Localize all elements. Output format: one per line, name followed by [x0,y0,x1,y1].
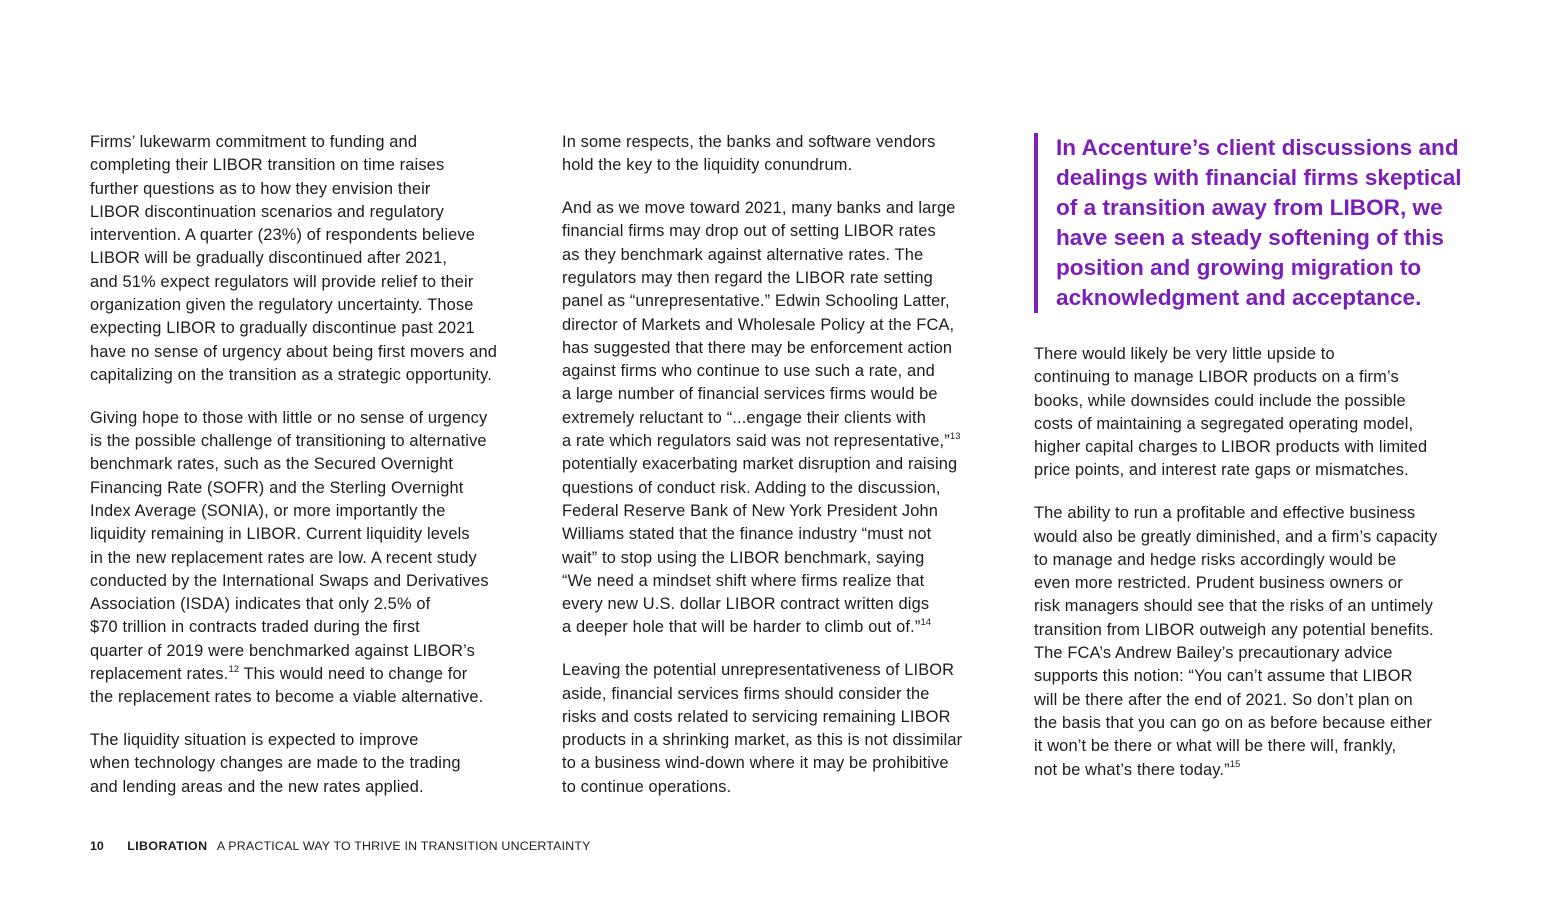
text-segment: a rate which regulators said was not representative,” [562,432,950,451]
pull-quote-line: dealings with financial firms skeptical [1056,165,1462,190]
text-line: And as we move toward 2021, many banks and large [562,199,956,218]
text-line: costs of maintaining a segregated operating model, [1034,414,1414,433]
text-line: There would likely be very little upside to [1034,345,1335,363]
text-line: $70 trillion in contracts traded during the first [90,618,420,637]
text-line: price points, and interest rate gaps or mismatches. [1034,461,1409,480]
text-line: and lending areas and the new rates applied. [90,777,424,796]
text-line: a large number of financial services firms would be [562,385,938,404]
text-line: The liquidity situation is expected to improve [90,731,419,750]
text-line [90,663,540,686]
text-line: the replacement rates to become a viable alternative. [90,688,484,707]
pull-quote-line: acknowledgment and acceptance. [1056,285,1422,310]
text-segment: a deeper hole that will be harder to climb out of.” [562,618,921,637]
body-column-2 [562,131,1007,819]
text-line: risk managers should see that the risks of an untimely [1034,597,1433,616]
pull-quote-line: In Accenture’s client discussions and [1056,135,1459,160]
text-line: Association (ISDA) indicates that only 2.5% of [90,595,431,614]
text-line: continuing to manage LIBOR products on a firm’s [1034,368,1399,387]
text-line: hold the key to the liquidity conundrum. [562,156,853,175]
text-segment: not be what’s there today.” [1034,760,1230,779]
text-line: have no sense of urgency about being first movers and [90,342,498,361]
pull-quote-line: of a transition away from LIBOR, we [1056,195,1443,220]
text-line: extremely reluctant to “...engage their clients with [562,408,927,427]
text-line: to a business wind-down where it may be prohibitive [562,754,949,773]
text-line: to manage and hedge risks accordingly would be [1034,550,1397,569]
body-column-3 [1034,131,1494,801]
text-line: The FCA’s Andrew Bailey’s precautionary advice [1034,644,1393,663]
text-line [562,430,1007,453]
text-line: panel as “unrepresentative.” Edwin Schooling Latter, [562,292,950,311]
footnote-ref-13[interactable]: 13 [949,430,961,442]
text-line: and 51% expect regulators will provide relief to their [90,272,474,291]
text-line: completing their LIBOR transition on time raises [90,156,445,175]
footnote-ref-15[interactable]: 15 [1229,759,1241,771]
text-line: has suggested that there may be enforcement action [562,338,953,357]
text-segment: replacement rates. [90,665,229,684]
footnote-ref-12[interactable]: 12 [228,663,240,675]
publication-tagline: A PRACTICAL WAY TO THRIVE IN TRANSITION UNCERTAINTY [216,839,591,853]
text-line: benchmark rates, such as the Secured Overnight [90,455,454,474]
text-line: to continue operations. [562,777,732,796]
text-line: books, while downsides could include the possible [1034,391,1406,410]
text-line: Leaving the potential unrepresentativeness of LIBOR [562,661,955,680]
publication-brand: LIBORATION [127,839,208,853]
text-line: financial firms may drop out of setting LIBOR rates [562,222,936,241]
column-3-body [1034,343,1494,782]
text-line: In some respects, the banks and software vendors [562,133,936,151]
paragraph [562,659,1007,799]
footnote-ref-14[interactable]: 14 [920,616,932,628]
text-line: when technology changes are made to the trading [90,754,461,773]
text-line: Firms’ lukewarm commitment to funding and [90,133,418,151]
text-line: risks and costs related to servicing remaining LIBOR [562,707,951,726]
text-line: intervention. A quarter (23%) of respondents believe [90,226,476,245]
text-line: regulators may then regard the LIBOR rate setting [562,268,933,287]
paragraph [90,729,540,799]
text-line: LIBOR will be gradually discontinued after 2021, [90,249,448,268]
text-line: aside, financial services firms should consider the [562,684,930,703]
paragraph [1034,502,1494,782]
pull-quote-line: position and growing migration to [1056,255,1422,280]
text-line: Index Average (SONIA), or more importantly the [90,501,446,520]
text-line [562,616,1007,639]
text-line: Giving hope to those with little or no sense of urgency [90,408,488,427]
text-line: Financing Rate (SOFR) and the Sterling Overnight [90,478,464,497]
text-line: conducted by the International Swaps and Derivatives [90,571,489,590]
text-line: will be there after the end of 2021. So don’t plan on [1034,690,1413,709]
text-line: liquidity remaining in LIBOR. Current liquidity levels [90,525,470,544]
text-line: it won’t be there or what will be there will, frankly, [1034,737,1397,756]
text-line: organization given the regulatory uncertainty. Those [90,296,474,315]
paragraph [562,131,1007,178]
text-line [1034,759,1494,782]
text-line: “We need a mindset shift where firms realize that [562,571,925,590]
paragraph [562,197,1007,640]
text-line: against firms who continue to use such a rate, and [562,362,935,381]
text-line: products in a shrinking market, as this is not dissimilar [562,731,963,750]
paragraph [1034,343,1494,483]
text-line: would also be greatly diminished, and a firm’s capacity [1034,527,1438,546]
text-line: expecting LIBOR to gradually discontinue past 2021 [90,319,475,338]
text-line: Federal Reserve Bank of New York President John [562,501,939,520]
text-line: capitalizing on the transition as a strategic opportunity. [90,365,492,384]
text-line: The ability to run a profitable and effective business [1034,504,1416,523]
text-line: further questions as to how they envision their [90,179,431,198]
text-line: in the new replacement rates are low. A recent study [90,548,477,567]
text-line: as they benchmark against alternative rates. The [562,245,924,264]
body-column-1 [90,131,540,819]
text-segment: This would need to change for [239,665,468,684]
text-line: questions of conduct risk. Adding to the discussion, [562,478,941,497]
text-line: the basis that you can go on as before because either [1034,713,1432,732]
text-line: wait” to stop using the LIBOR benchmark, saying [562,548,925,567]
text-line: is the possible challenge of transitioning to alternative [90,432,487,451]
page-number: 10 [90,839,104,853]
pull-quote [1034,133,1494,313]
text-line: Williams stated that the finance industry “must not [562,525,932,544]
paragraph [90,131,540,387]
page-footer [90,838,591,854]
text-line: every new U.S. dollar LIBOR contract written digs [562,595,930,614]
text-line: potentially exacerbating market disruption and raising [562,455,958,474]
text-line: transition from LIBOR outweigh any potential benefits. [1034,620,1434,639]
text-line: LIBOR discontinuation scenarios and regulatory [90,202,445,221]
text-line: quarter of 2019 were benchmarked against LIBOR’s [90,641,476,660]
text-line: even more restricted. Prudent business owners or [1034,574,1403,593]
text-line: supports this notion: “You can’t assume that LIBOR [1034,667,1413,686]
paragraph [90,407,540,710]
pull-quote-line: have seen a steady softening of this [1056,225,1444,250]
text-line: higher capital charges to LIBOR products with limited [1034,438,1428,457]
text-line: director of Markets and Wholesale Policy at the FCA, [562,315,955,334]
